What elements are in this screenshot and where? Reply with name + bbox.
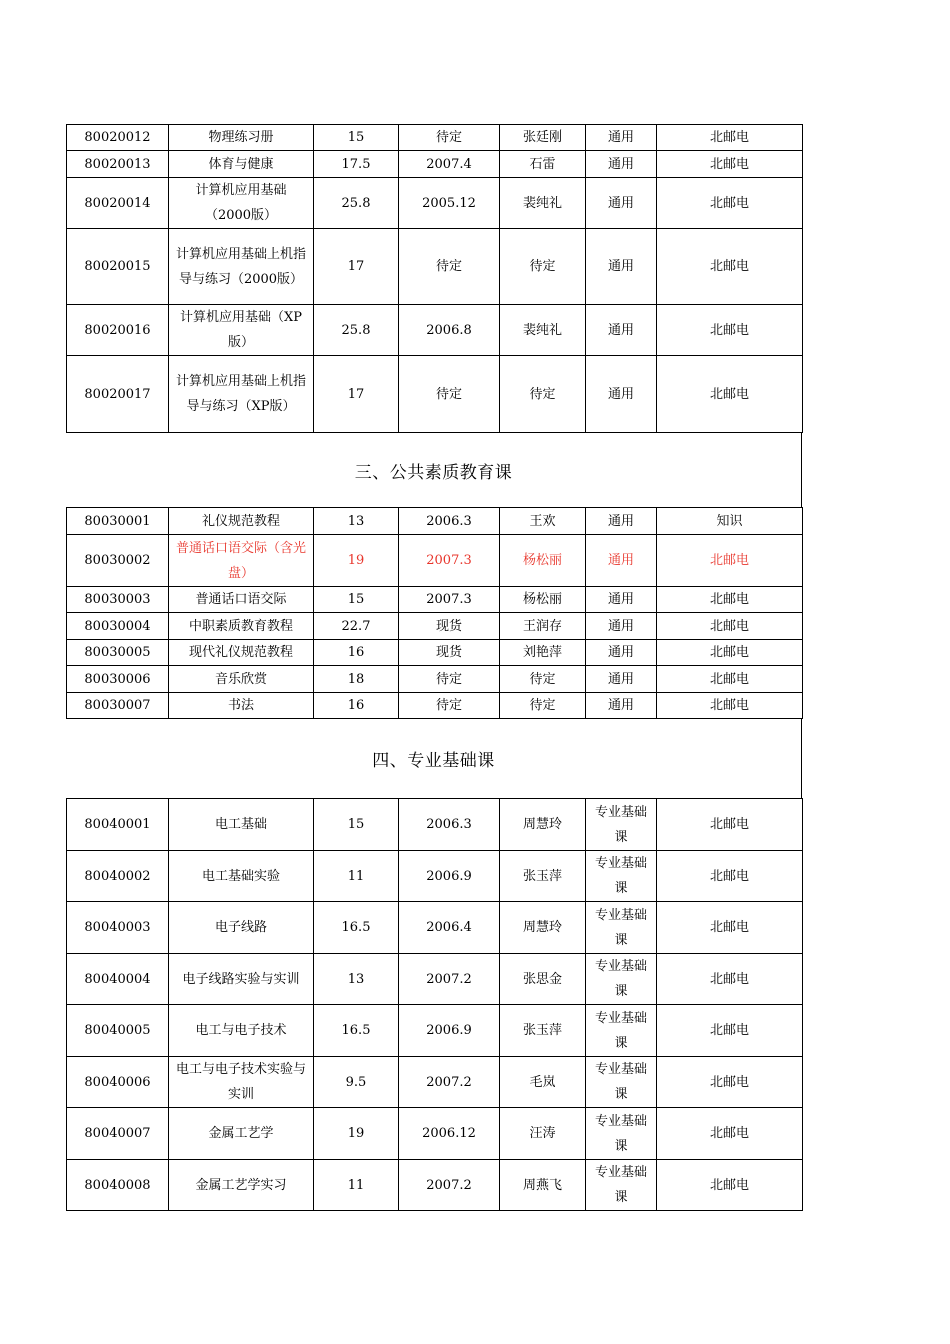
book-price: 25.8 xyxy=(314,305,399,356)
book-catalog-sheet xyxy=(66,124,802,1211)
book-title: 电工基础 xyxy=(169,799,314,851)
book-author: 张思金 xyxy=(500,954,586,1005)
book-price: 17 xyxy=(314,229,399,305)
publisher: 北邮电 xyxy=(657,902,803,954)
table-row xyxy=(67,902,803,954)
book-title: 电子线路 xyxy=(169,902,314,954)
publisher: 北邮电 xyxy=(657,229,803,305)
book-price: 19 xyxy=(314,535,399,587)
publish-date: 2007.4 xyxy=(399,151,500,178)
book-price: 11 xyxy=(314,851,399,902)
course-type: 通用 xyxy=(586,535,657,587)
book-author: 裴纯礼 xyxy=(500,305,586,356)
book-price: 13 xyxy=(314,508,399,535)
section-heading-public-quality xyxy=(66,433,802,507)
publish-date: 2007.3 xyxy=(399,587,500,613)
publisher: 北邮电 xyxy=(657,151,803,178)
book-code: 80040008 xyxy=(67,1160,169,1211)
table-row xyxy=(67,1005,803,1057)
book-code: 80030002 xyxy=(67,535,169,587)
book-code: 80040004 xyxy=(67,954,169,1005)
book-code: 80020014 xyxy=(67,178,169,229)
book-title: 计算机应用基础（XP版） xyxy=(169,305,314,356)
course-type: 专业基础课 xyxy=(586,1108,657,1160)
book-title: 物理练习册 xyxy=(169,125,314,151)
book-title: 普通话口语交际 xyxy=(169,587,314,613)
course-type: 专业基础课 xyxy=(586,1160,657,1211)
book-author: 刘艳萍 xyxy=(500,640,586,666)
course-type: 通用 xyxy=(586,356,657,433)
book-code: 80040006 xyxy=(67,1057,169,1108)
table-row xyxy=(67,305,803,356)
course-type: 通用 xyxy=(586,640,657,666)
book-author: 杨松丽 xyxy=(500,587,586,613)
book-code: 80020017 xyxy=(67,356,169,433)
table-row xyxy=(67,125,803,151)
book-code: 80040003 xyxy=(67,902,169,954)
book-title: 现代礼仪规范教程 xyxy=(169,640,314,666)
book-price: 17 xyxy=(314,356,399,433)
book-title: 计算机应用基础（2000版） xyxy=(169,178,314,229)
book-author: 杨松丽 xyxy=(500,535,586,587)
course-type: 通用 xyxy=(586,178,657,229)
book-author: 裴纯礼 xyxy=(500,178,586,229)
table-row xyxy=(67,178,803,229)
course-type: 专业基础课 xyxy=(586,799,657,851)
book-title: 书法 xyxy=(169,693,314,719)
table-row xyxy=(67,587,803,613)
publisher: 北邮电 xyxy=(657,305,803,356)
table-row xyxy=(67,508,803,535)
book-author: 王润存 xyxy=(500,613,586,640)
book-author: 张廷刚 xyxy=(500,125,586,151)
book-price: 15 xyxy=(314,125,399,151)
book-code: 80020015 xyxy=(67,229,169,305)
publish-date: 现货 xyxy=(399,640,500,666)
publisher: 北邮电 xyxy=(657,587,803,613)
book-code: 80020016 xyxy=(67,305,169,356)
publish-date: 2007.2 xyxy=(399,954,500,1005)
book-author: 王欢 xyxy=(500,508,586,535)
book-code: 80040005 xyxy=(67,1005,169,1057)
book-price: 22.7 xyxy=(314,613,399,640)
book-author: 待定 xyxy=(500,666,586,693)
publisher: 北邮电 xyxy=(657,666,803,693)
publish-date: 现货 xyxy=(399,613,500,640)
book-author: 待定 xyxy=(500,693,586,719)
book-code: 80030004 xyxy=(67,613,169,640)
table-row xyxy=(67,356,803,433)
book-author: 汪涛 xyxy=(500,1108,586,1160)
course-type: 通用 xyxy=(586,305,657,356)
book-author: 待定 xyxy=(500,356,586,433)
publisher: 北邮电 xyxy=(657,613,803,640)
publish-date: 2007.3 xyxy=(399,535,500,587)
course-type: 专业基础课 xyxy=(586,1005,657,1057)
course-type: 通用 xyxy=(586,508,657,535)
book-code: 80020012 xyxy=(67,125,169,151)
book-author: 石雷 xyxy=(500,151,586,178)
course-type: 通用 xyxy=(586,125,657,151)
book-title: 金属工艺学实习 xyxy=(169,1160,314,1211)
book-author: 周慧玲 xyxy=(500,902,586,954)
book-author: 张玉萍 xyxy=(500,1005,586,1057)
book-price: 16 xyxy=(314,693,399,719)
publisher: 北邮电 xyxy=(657,1005,803,1057)
table-row xyxy=(67,1160,803,1211)
publish-date: 待定 xyxy=(399,356,500,433)
course-type: 通用 xyxy=(586,229,657,305)
publisher: 北邮电 xyxy=(657,535,803,587)
table-row xyxy=(67,1057,803,1108)
book-title: 礼仪规范教程 xyxy=(169,508,314,535)
course-type: 通用 xyxy=(586,693,657,719)
book-title: 中职素质教育教程 xyxy=(169,613,314,640)
book-code: 80020013 xyxy=(67,151,169,178)
book-price: 25.8 xyxy=(314,178,399,229)
book-title: 体育与健康 xyxy=(169,151,314,178)
book-code: 80030003 xyxy=(67,587,169,613)
book-code: 80040007 xyxy=(67,1108,169,1160)
publish-date: 2006.9 xyxy=(399,851,500,902)
publish-date: 待定 xyxy=(399,666,500,693)
book-price: 19 xyxy=(314,1108,399,1160)
publisher: 北邮电 xyxy=(657,799,803,851)
book-title: 电工基础实验 xyxy=(169,851,314,902)
table-row xyxy=(67,851,803,902)
course-type: 专业基础课 xyxy=(586,1057,657,1108)
book-author: 张玉萍 xyxy=(500,851,586,902)
table-row xyxy=(67,151,803,178)
book-price: 16 xyxy=(314,640,399,666)
book-title: 音乐欣赏 xyxy=(169,666,314,693)
publisher: 北邮电 xyxy=(657,1108,803,1160)
course-type: 通用 xyxy=(586,151,657,178)
course-type: 专业基础课 xyxy=(586,902,657,954)
book-code: 80030001 xyxy=(67,508,169,535)
publish-date: 2005.12 xyxy=(399,178,500,229)
course-type: 通用 xyxy=(586,613,657,640)
publish-date: 2006.4 xyxy=(399,902,500,954)
book-title: 电工与电子技术实验与实训 xyxy=(169,1057,314,1108)
book-price: 16.5 xyxy=(314,1005,399,1057)
publisher: 北邮电 xyxy=(657,851,803,902)
table-general-courses xyxy=(66,124,803,433)
section-title: 四、专业基础课 xyxy=(372,751,495,771)
book-code: 80030005 xyxy=(67,640,169,666)
publisher: 北邮电 xyxy=(657,356,803,433)
publisher: 北邮电 xyxy=(657,1057,803,1108)
publisher: 北邮电 xyxy=(657,1160,803,1211)
publisher: 北邮电 xyxy=(657,693,803,719)
book-title: 金属工艺学 xyxy=(169,1108,314,1160)
section-heading-professional-foundation xyxy=(66,719,802,798)
course-type: 专业基础课 xyxy=(586,954,657,1005)
publisher: 北邮电 xyxy=(657,954,803,1005)
book-title: 电工与电子技术 xyxy=(169,1005,314,1057)
book-price: 15 xyxy=(314,799,399,851)
book-price: 9.5 xyxy=(314,1057,399,1108)
publisher: 知识 xyxy=(657,508,803,535)
publish-date: 待定 xyxy=(399,693,500,719)
table-row xyxy=(67,799,803,851)
book-price: 16.5 xyxy=(314,902,399,954)
table-row xyxy=(67,613,803,640)
book-code: 80040001 xyxy=(67,799,169,851)
book-title: 电子线路实验与实训 xyxy=(169,954,314,1005)
table-row xyxy=(67,666,803,693)
table-row-highlighted xyxy=(67,535,803,587)
book-author: 待定 xyxy=(500,229,586,305)
table-row xyxy=(67,693,803,719)
publish-date: 2006.3 xyxy=(399,508,500,535)
course-type: 通用 xyxy=(586,587,657,613)
publish-date: 待定 xyxy=(399,125,500,151)
book-author: 周燕飞 xyxy=(500,1160,586,1211)
table-public-quality-courses xyxy=(66,507,803,719)
book-code: 80030006 xyxy=(67,666,169,693)
book-code: 80040002 xyxy=(67,851,169,902)
table-professional-foundation-courses xyxy=(66,798,803,1211)
book-price: 17.5 xyxy=(314,151,399,178)
publisher: 北邮电 xyxy=(657,125,803,151)
publish-date: 2007.2 xyxy=(399,1057,500,1108)
book-title: 计算机应用基础上机指导与练习（XP版） xyxy=(169,356,314,433)
book-price: 15 xyxy=(314,587,399,613)
publish-date: 2007.2 xyxy=(399,1160,500,1211)
table-row xyxy=(67,229,803,305)
book-author: 毛岚 xyxy=(500,1057,586,1108)
publisher: 北邮电 xyxy=(657,178,803,229)
publisher: 北邮电 xyxy=(657,640,803,666)
table-row xyxy=(67,1108,803,1160)
book-price: 13 xyxy=(314,954,399,1005)
publish-date: 2006.8 xyxy=(399,305,500,356)
publish-date: 2006.12 xyxy=(399,1108,500,1160)
section-title: 三、公共素质教育课 xyxy=(354,462,513,483)
publish-date: 2006.3 xyxy=(399,799,500,851)
book-price: 18 xyxy=(314,666,399,693)
book-title: 普通话口语交际（含光盘） xyxy=(169,535,314,587)
publish-date: 2006.9 xyxy=(399,1005,500,1057)
book-price: 11 xyxy=(314,1160,399,1211)
book-author: 周慧玲 xyxy=(500,799,586,851)
table-row xyxy=(67,640,803,666)
course-type: 专业基础课 xyxy=(586,851,657,902)
course-type: 通用 xyxy=(586,666,657,693)
publish-date: 待定 xyxy=(399,229,500,305)
book-title: 计算机应用基础上机指导与练习（2000版） xyxy=(169,229,314,305)
book-code: 80030007 xyxy=(67,693,169,719)
table-row xyxy=(67,954,803,1005)
